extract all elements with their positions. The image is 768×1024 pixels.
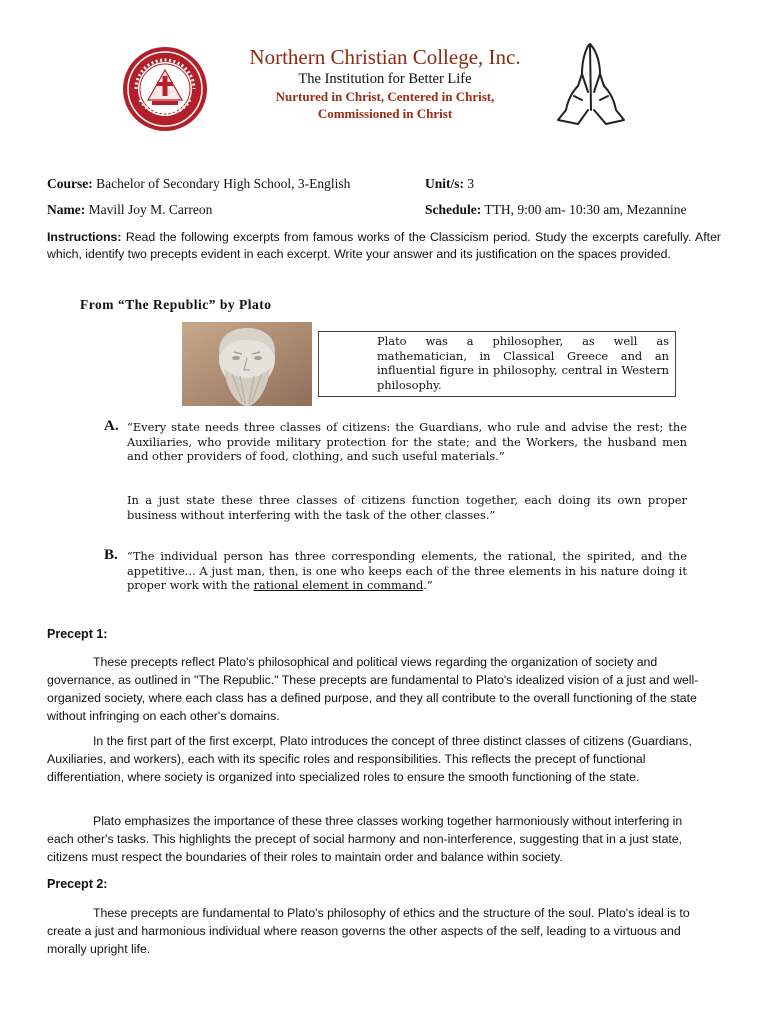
precept1-paragraph-3 [47, 812, 711, 866]
excerpt-title: From “The Republic” by Plato [80, 297, 272, 312]
name-value: Mavill Joy M. Carreon [88, 202, 213, 217]
units-row [425, 175, 474, 193]
course-label: Course: [47, 176, 93, 191]
instructions-label: Instructions: [47, 230, 122, 244]
schedule-value: TTH, 9:00 am- 10:30 am, Mezannine [484, 202, 687, 217]
precept1-paragraph-1 [47, 653, 711, 725]
precept1-p1-text: These precepts reflect Plato's philosophical and political views regarding the organization of society and governance, as outlined in "The Republic." These precepts are fundamental to Plato's idealized vision of a just and well-organized society, where each class has a defined purpose, and they all contribute to the overall functioning of the state without infringing on each other's domains. [47, 655, 699, 723]
college-seal-icon [122, 46, 208, 132]
college-name: Northern Christian College, Inc. [249, 45, 521, 69]
name-label: Name: [47, 202, 86, 217]
excerpt-a-text2: In a just state these three classes of citizens function together, each doing its own proper business without interfering with the task of the other classes.” [127, 493, 687, 522]
college-motto-line1: Nurtured in Christ, Centered in Christ, [275, 89, 495, 104]
course-row [47, 175, 350, 193]
precept1-p2-text: In the first part of the first excerpt, Plato introduces the concept of three distinct classes of citizens (Guardians, Auxiliaries, and workers), each with its specific roles and responsibilities. This reflects the precept of functional differentiation, where society is organized into specialized roles to ensure the smooth functioning of the state. [47, 734, 692, 784]
excerpt-b-main: “The individual person has three corresponding elements, the rational, the spirited, and the appetitive... A just man, then, is one who keeps each of the three elements in his nature doing it proper work with the [127, 549, 687, 592]
precept2-p1-text: These precepts are fundamental to Plato's philosophy of ethics and the structure of the soul. Plato's ideal is to create a just and harmonious individual where reason governs the other aspects of the self, leading to a virtuous and morally upright life. [47, 906, 690, 956]
praying-hands-icon [548, 40, 630, 126]
schedule-row [425, 201, 686, 219]
instructions-text: Read the following excerpts from famous works of the Classicism period. Study the excerpts carefully. After which, identify two precepts evident in each excerpt. Write your answer and its justification on the spaces provided. [47, 230, 721, 261]
college-tagline: The Institution for Better Life [298, 71, 472, 87]
college-header [210, 44, 560, 122]
college-motto-line2: Commissioned in Christ [317, 106, 453, 121]
excerpt-a-marker: A. [104, 418, 119, 434]
name-row [47, 201, 212, 219]
schedule-label: Schedule: [425, 202, 482, 217]
precept1-p3-text: Plato emphasizes the importance of these three classes working together harmoniously without interfering in each other's tasks. This highlights the precept of social harmony and non-interference, suggesting that in a just state, citizens must respect the boundaries of their roles to maintain order and balance within society. [47, 814, 683, 864]
excerpt-b-text [127, 549, 687, 593]
precept1-heading: Precept 1: [47, 627, 108, 641]
plato-bio-text: Plato was a philosopher, as well as mathematician, in Classical Greece and an influential figure in philosophy, central in Western philosophy. [377, 334, 669, 392]
excerpt-b-end: .” [423, 578, 433, 592]
instructions [47, 229, 721, 263]
precept2-heading: Precept 2: [47, 877, 108, 891]
plato-bust-image [182, 322, 312, 406]
units-label: Unit/s: [425, 176, 465, 191]
units-value: 3 [467, 176, 475, 191]
excerpt-a-text1: “Every state needs three classes of citizens: the Guardians, who rule and advise the rest; the Auxiliaries, who provide military protection for the state; and the Workers, the husband men and other providers of food, clothing, and such useful materials.” [127, 420, 687, 463]
course-value: Bachelor of Secondary High School, 3-English [96, 176, 351, 191]
precept2-paragraph-1 [47, 904, 711, 958]
excerpt-b-underlined: rational element in command [253, 578, 424, 592]
plato-bio-box [318, 331, 676, 397]
precept1-paragraph-2 [47, 732, 711, 786]
excerpt-b-marker: B. [104, 547, 118, 563]
